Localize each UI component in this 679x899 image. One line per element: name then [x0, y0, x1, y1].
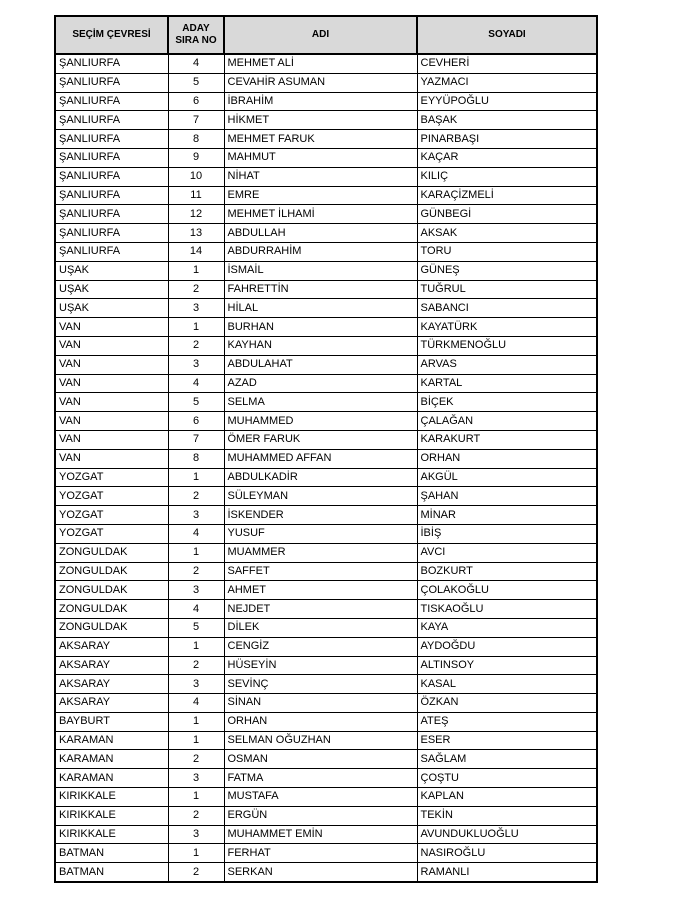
cell-order: 2	[168, 487, 224, 506]
cell-name: MUHAMMED	[224, 412, 417, 431]
header-name: ADI	[224, 16, 417, 54]
cell-order: 1	[168, 712, 224, 731]
cell-order: 11	[168, 186, 224, 205]
cell-order: 12	[168, 205, 224, 224]
cell-order: 2	[168, 863, 224, 882]
cell-name: SERKAN	[224, 863, 417, 882]
cell-district: ŞANLIURFA	[55, 130, 168, 149]
table-row	[55, 111, 597, 130]
cell-surname: YAZMACI	[417, 73, 597, 92]
cell-name: MUAMMER	[224, 543, 417, 562]
cell-name: HİLAL	[224, 299, 417, 318]
cell-name: ABDULAHAT	[224, 355, 417, 374]
cell-name: MUSTAFA	[224, 788, 417, 807]
cell-order: 4	[168, 524, 224, 543]
table-row	[55, 186, 597, 205]
cell-surname: PINARBAŞI	[417, 130, 597, 149]
cell-order: 3	[168, 355, 224, 374]
cell-order: 3	[168, 769, 224, 788]
cell-surname: KAYA	[417, 618, 597, 637]
table-row	[55, 788, 597, 807]
cell-name: AZAD	[224, 374, 417, 393]
cell-order: 10	[168, 167, 224, 186]
table-row	[55, 167, 597, 186]
cell-order: 4	[168, 694, 224, 713]
cell-surname: RAMANLI	[417, 863, 597, 882]
table-row	[55, 769, 597, 788]
cell-name: SİNAN	[224, 694, 417, 713]
cell-name: FATMA	[224, 769, 417, 788]
cell-surname: KILIÇ	[417, 167, 597, 186]
cell-district: ZONGULDAK	[55, 581, 168, 600]
cell-district: BATMAN	[55, 844, 168, 863]
table-row	[55, 506, 597, 525]
cell-name: MUHAMMED AFFAN	[224, 449, 417, 468]
cell-district: AKSARAY	[55, 637, 168, 656]
header-order-line1: ADAY	[182, 23, 210, 34]
cell-order: 13	[168, 224, 224, 243]
cell-order: 2	[168, 280, 224, 299]
header-district: SEÇİM ÇEVRESİ	[55, 16, 168, 54]
cell-order: 1	[168, 468, 224, 487]
cell-district: ŞANLIURFA	[55, 167, 168, 186]
cell-district: VAN	[55, 449, 168, 468]
header-order-line2: SIRA NO	[175, 35, 217, 46]
cell-surname: ATEŞ	[417, 712, 597, 731]
cell-name: ERGÜN	[224, 806, 417, 825]
table-row	[55, 54, 597, 73]
cell-name: BURHAN	[224, 318, 417, 337]
cell-district: ŞANLIURFA	[55, 54, 168, 73]
cell-name: FERHAT	[224, 844, 417, 863]
table-row	[55, 618, 597, 637]
cell-surname: ÇOŞTU	[417, 769, 597, 788]
cell-surname: NASIROĞLU	[417, 844, 597, 863]
table-row	[55, 468, 597, 487]
cell-district: KIRIKKALE	[55, 788, 168, 807]
cell-name: EMRE	[224, 186, 417, 205]
cell-surname: TORU	[417, 242, 597, 261]
table-body	[55, 54, 597, 882]
table-row	[55, 656, 597, 675]
table-row	[55, 543, 597, 562]
cell-name: SAFFET	[224, 562, 417, 581]
cell-surname: KARTAL	[417, 374, 597, 393]
cell-order: 5	[168, 73, 224, 92]
cell-surname: BAŞAK	[417, 111, 597, 130]
cell-name: HÜSEYİN	[224, 656, 417, 675]
table-row	[55, 600, 597, 619]
cell-name: ORHAN	[224, 712, 417, 731]
cell-name: FAHRETTİN	[224, 280, 417, 299]
table-row	[55, 242, 597, 261]
table-row	[55, 73, 597, 92]
table-row	[55, 92, 597, 111]
cell-district: ŞANLIURFA	[55, 148, 168, 167]
table-row	[55, 863, 597, 882]
cell-district: AKSARAY	[55, 694, 168, 713]
cell-district: BAYBURT	[55, 712, 168, 731]
table-row	[55, 750, 597, 769]
cell-name: CEVAHİR ASUMAN	[224, 73, 417, 92]
table-row	[55, 694, 597, 713]
cell-surname: KARAKURT	[417, 430, 597, 449]
cell-name: SEVİNÇ	[224, 675, 417, 694]
cell-name: MAHMUT	[224, 148, 417, 167]
cell-surname: ÇALAĞAN	[417, 412, 597, 431]
table-row	[55, 280, 597, 299]
table-row	[55, 412, 597, 431]
cell-surname: GÜNBEGİ	[417, 205, 597, 224]
cell-order: 1	[168, 788, 224, 807]
cell-order: 5	[168, 393, 224, 412]
table-row	[55, 374, 597, 393]
cell-district: BATMAN	[55, 863, 168, 882]
cell-order: 14	[168, 242, 224, 261]
cell-name: YUSUF	[224, 524, 417, 543]
cell-order: 1	[168, 543, 224, 562]
table-row	[55, 299, 597, 318]
cell-surname: AKSAK	[417, 224, 597, 243]
cell-name: SELMA	[224, 393, 417, 412]
cell-name: ABDULKADİR	[224, 468, 417, 487]
cell-order: 3	[168, 581, 224, 600]
cell-surname: KAÇAR	[417, 148, 597, 167]
cell-district: UŞAK	[55, 299, 168, 318]
cell-district: VAN	[55, 430, 168, 449]
cell-district: ŞANLIURFA	[55, 186, 168, 205]
cell-order: 3	[168, 506, 224, 525]
cell-district: VAN	[55, 393, 168, 412]
cell-order: 2	[168, 656, 224, 675]
cell-name: SELMAN OĞUZHAN	[224, 731, 417, 750]
cell-order: 8	[168, 449, 224, 468]
cell-district: AKSARAY	[55, 675, 168, 694]
cell-district: VAN	[55, 374, 168, 393]
cell-district: ZONGULDAK	[55, 600, 168, 619]
cell-surname: AVUNDUKLUOĞLU	[417, 825, 597, 844]
cell-surname: KAPLAN	[417, 788, 597, 807]
cell-order: 5	[168, 618, 224, 637]
cell-name: ABDURRAHİM	[224, 242, 417, 261]
table-row	[55, 430, 597, 449]
cell-surname: AKGÜL	[417, 468, 597, 487]
cell-name: OSMAN	[224, 750, 417, 769]
cell-surname: CEVHERİ	[417, 54, 597, 73]
cell-surname: KAYATÜRK	[417, 318, 597, 337]
cell-order: 6	[168, 92, 224, 111]
cell-surname: AYDOĞDU	[417, 637, 597, 656]
table-row	[55, 524, 597, 543]
table-row	[55, 581, 597, 600]
cell-district: KIRIKKALE	[55, 825, 168, 844]
cell-order: 2	[168, 806, 224, 825]
cell-surname: KASAL	[417, 675, 597, 694]
table-row	[55, 224, 597, 243]
cell-district: VAN	[55, 318, 168, 337]
table-row	[55, 675, 597, 694]
cell-name: DİLEK	[224, 618, 417, 637]
cell-order: 1	[168, 637, 224, 656]
cell-district: UŞAK	[55, 261, 168, 280]
cell-surname: GÜNEŞ	[417, 261, 597, 280]
table-row	[55, 393, 597, 412]
cell-surname: SAĞLAM	[417, 750, 597, 769]
cell-district: VAN	[55, 412, 168, 431]
cell-district: VAN	[55, 336, 168, 355]
cell-surname: BOZKURT	[417, 562, 597, 581]
cell-district: KARAMAN	[55, 750, 168, 769]
cell-district: AKSARAY	[55, 656, 168, 675]
cell-surname: SABANCI	[417, 299, 597, 318]
table-row	[55, 637, 597, 656]
cell-district: VAN	[55, 355, 168, 374]
cell-name: İSKENDER	[224, 506, 417, 525]
cell-order: 3	[168, 675, 224, 694]
cell-name: ABDULLAH	[224, 224, 417, 243]
cell-order: 9	[168, 148, 224, 167]
cell-district: YOZGAT	[55, 506, 168, 525]
cell-name: AHMET	[224, 581, 417, 600]
cell-name: NEJDET	[224, 600, 417, 619]
cell-surname: ALTINSOY	[417, 656, 597, 675]
header-order	[168, 16, 224, 54]
cell-surname: TÜRKMENOĞLU	[417, 336, 597, 355]
cell-name: MEHMET FARUK	[224, 130, 417, 149]
cell-name: CENGİZ	[224, 637, 417, 656]
cell-district: ŞANLIURFA	[55, 73, 168, 92]
cell-surname: AVCI	[417, 543, 597, 562]
cell-order: 6	[168, 412, 224, 431]
cell-name: İBRAHİM	[224, 92, 417, 111]
table-row	[55, 355, 597, 374]
table-row	[55, 844, 597, 863]
cell-district: YOZGAT	[55, 524, 168, 543]
cell-order: 1	[168, 731, 224, 750]
table-row	[55, 261, 597, 280]
cell-district: ŞANLIURFA	[55, 242, 168, 261]
table-row	[55, 130, 597, 149]
cell-order: 2	[168, 562, 224, 581]
cell-name: KAYHAN	[224, 336, 417, 355]
cell-surname: ESER	[417, 731, 597, 750]
cell-surname: KARAÇİZMELİ	[417, 186, 597, 205]
cell-surname: TUĞRUL	[417, 280, 597, 299]
table-row	[55, 205, 597, 224]
cell-order: 4	[168, 374, 224, 393]
table-row	[55, 449, 597, 468]
cell-district: ŞANLIURFA	[55, 205, 168, 224]
cell-name: ÖMER FARUK	[224, 430, 417, 449]
cell-surname: BİÇEK	[417, 393, 597, 412]
cell-order: 1	[168, 261, 224, 280]
cell-district: KIRIKKALE	[55, 806, 168, 825]
cell-name: NİHAT	[224, 167, 417, 186]
cell-surname: ÇOLAKOĞLU	[417, 581, 597, 600]
cell-surname: TISKAOĞLU	[417, 600, 597, 619]
table-row	[55, 318, 597, 337]
cell-name: MEHMET ALİ	[224, 54, 417, 73]
table-row	[55, 562, 597, 581]
cell-name: MEHMET İLHAMİ	[224, 205, 417, 224]
cell-district: ZONGULDAK	[55, 562, 168, 581]
cell-district: KARAMAN	[55, 731, 168, 750]
cell-order: 1	[168, 318, 224, 337]
cell-surname: ORHAN	[417, 449, 597, 468]
cell-order: 3	[168, 825, 224, 844]
cell-name: İSMAİL	[224, 261, 417, 280]
table-row	[55, 825, 597, 844]
cell-name: HİKMET	[224, 111, 417, 130]
cell-surname: EYYÜPOĞLU	[417, 92, 597, 111]
cell-surname: MİNAR	[417, 506, 597, 525]
cell-order: 2	[168, 336, 224, 355]
cell-district: UŞAK	[55, 280, 168, 299]
table-row	[55, 806, 597, 825]
cell-surname: İBİŞ	[417, 524, 597, 543]
table-row	[55, 712, 597, 731]
cell-district: ZONGULDAK	[55, 543, 168, 562]
cell-order: 4	[168, 600, 224, 619]
cell-name: SÜLEYMAN	[224, 487, 417, 506]
cell-district: ZONGULDAK	[55, 618, 168, 637]
cell-order: 1	[168, 844, 224, 863]
table-row	[55, 148, 597, 167]
header-row	[55, 16, 597, 54]
table-row	[55, 487, 597, 506]
cell-surname: TEKİN	[417, 806, 597, 825]
header-surname: SOYADI	[417, 16, 597, 54]
cell-order: 8	[168, 130, 224, 149]
cell-name: MUHAMMET EMİN	[224, 825, 417, 844]
cell-surname: ARVAS	[417, 355, 597, 374]
cell-district: YOZGAT	[55, 487, 168, 506]
cell-district: ŞANLIURFA	[55, 224, 168, 243]
cell-district: ŞANLIURFA	[55, 92, 168, 111]
table-row	[55, 336, 597, 355]
cell-surname: ŞAHAN	[417, 487, 597, 506]
cell-order: 2	[168, 750, 224, 769]
cell-order: 4	[168, 54, 224, 73]
cell-order: 7	[168, 430, 224, 449]
table-row	[55, 731, 597, 750]
cell-order: 7	[168, 111, 224, 130]
cell-district: KARAMAN	[55, 769, 168, 788]
cell-district: YOZGAT	[55, 468, 168, 487]
cell-district: ŞANLIURFA	[55, 111, 168, 130]
candidate-table	[54, 15, 598, 883]
cell-order: 3	[168, 299, 224, 318]
cell-surname: ÖZKAN	[417, 694, 597, 713]
